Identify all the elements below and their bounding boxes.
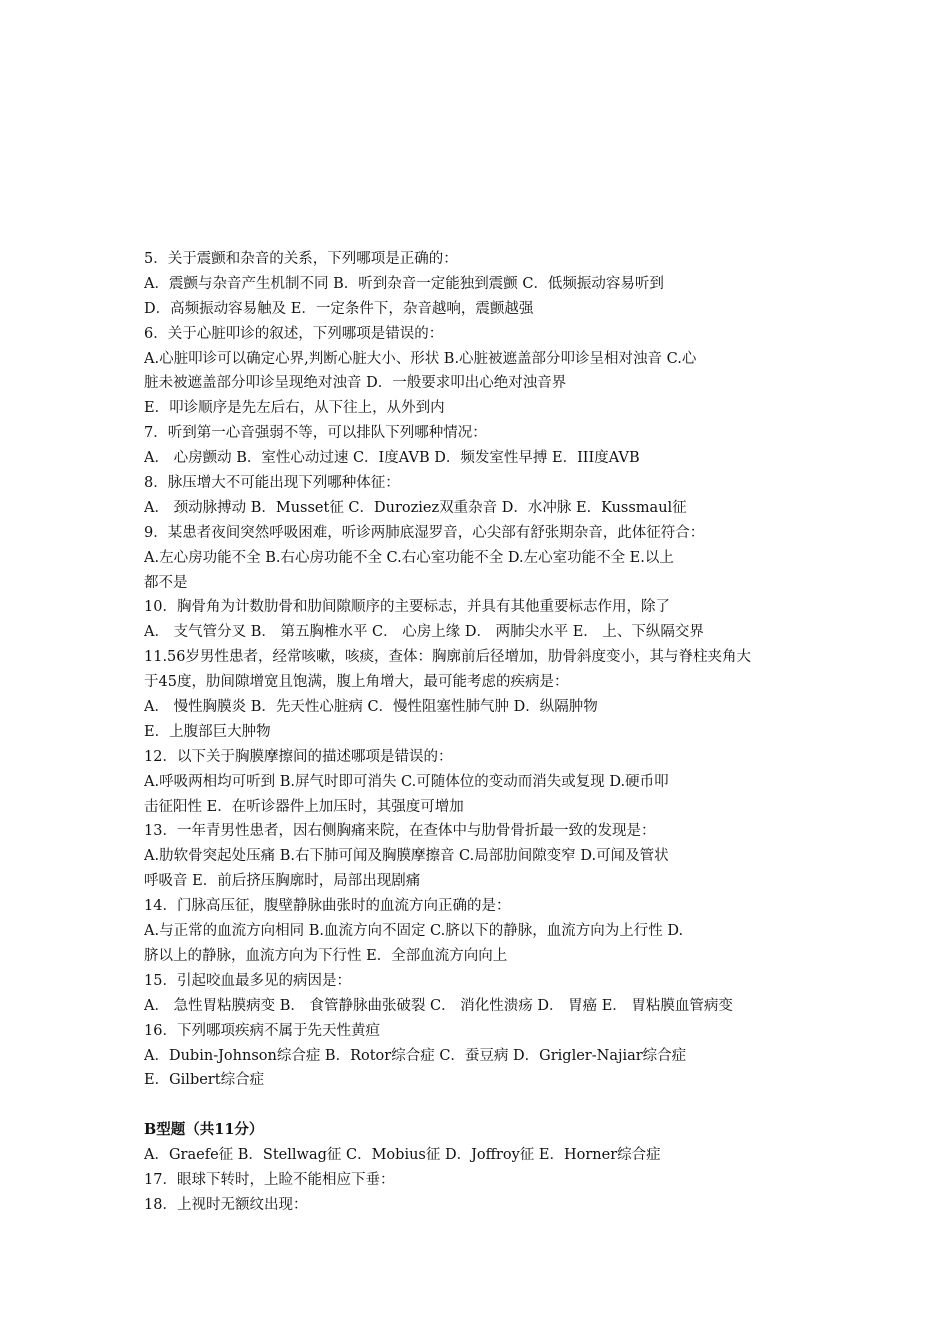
text-line: 都不是 xyxy=(144,574,188,591)
text-line: 5．关于震颤和杂音的关系，下列哪项是正确的： xyxy=(144,251,458,267)
text-line: A． 心房颤动 B．室性心动过速 C．I度AVB D．频发室性早搏 E．III度AVB xyxy=(144,450,640,467)
text-line: 击征阳性 E．在听诊器件上加压时，其强度可增加 xyxy=(144,798,464,815)
document-page xyxy=(144,247,814,1218)
text-line: D．高频振动容易触及 E．一定条件下，杂音越响，震颤越强 xyxy=(144,300,534,317)
text-line: A.心脏叩诊可以确定心界,判断心脏大小、形状 B.心脏被遮盖部分叩诊呈相对浊音 C.心 xyxy=(144,350,697,367)
text-line: 9．某患者夜间突然呼吸困难，听诊两肺底湿罗音，心尖部有舒张期杂音，此体征符合： xyxy=(144,524,705,541)
text-line: A.肋软骨突起处压痛 B.右下肺可闻及胸膜摩擦音 C.局部肋间隙变窄 D.可闻及管状 xyxy=(144,848,669,865)
text-line: 脏未被遮盖部分叩诊呈现绝对浊音 D．一般要求叩出心绝对浊音界 xyxy=(144,375,567,392)
text-line: 10．胸骨角为计数肋骨和肋间隙顺序的主要标志，并具有其他重要标志作用，除了 xyxy=(144,599,670,616)
section-title: B型题（共11分） xyxy=(144,1121,264,1139)
text-line: 呼吸音 E．前后挤压胸廓时，局部出现剧痛 xyxy=(144,873,421,890)
text-line: A．震颤与杂音产生机制不同 B．听到杂音一定能独到震颤 C．低频振动容易听到 xyxy=(144,275,664,292)
text-line: A． 颈动脉搏动 B．Musset征 C．Duroziez双重杂音 D．水冲脉 E．Kussmaul征 xyxy=(144,499,687,516)
text-line: E．叩诊顺序是先左后右，从下往上，从外到内 xyxy=(144,400,445,417)
text-line: 17．眼球下转时，上睑不能相应下垂： xyxy=(144,1171,395,1188)
text-line: 16．下列哪项疾病不属于先天性黄疸 xyxy=(144,1022,380,1039)
text-line: 18．上视时无额纹出现： xyxy=(144,1196,308,1213)
text-line: A． 支气管分叉 B． 第五胸椎水平 C． 心房上缘 D． 两肺尖水平 E． 上、下纵隔交界 xyxy=(144,624,704,641)
text-line: 15．引起咬血最多见的病因是： xyxy=(144,972,351,989)
text-line: 13．一年青男性患者，因右侧胸痛来院，在查体中与肋骨骨折最一致的发现是： xyxy=(144,823,656,840)
text-line: 14．门脉高压征，腹壁静脉曲张时的血流方向正确的是： xyxy=(144,898,511,915)
text-line: A.呼吸两相均可听到 B.屏气时即可消失 C.可随体位的变动而消失或复现 D.硬币叩 xyxy=(144,773,669,790)
text-line: A.左心房功能不全 B.右心房功能不全 C.右心室功能不全 D.左心室功能不全 E.以上 xyxy=(144,549,674,566)
question-block-a xyxy=(144,247,814,1093)
text-line: A．Dubin-Johnson综合症 B．Rotor综合症 C．蚕豆病 D．Grigler-Najiar综合症 xyxy=(144,1047,687,1064)
section-spacer xyxy=(144,1093,814,1118)
text-line: 8．脉压增大不可能出现下列哪种体征： xyxy=(144,475,400,492)
text-line: A.与正常的血流方向相同 B.血流方向不固定 C.脐以下的静脉，血流方向为上行性 D. xyxy=(144,923,684,940)
text-line: 6．关于心脏叩诊的叙述，下列哪项是错误的： xyxy=(144,325,444,342)
text-line: A． 慢性胸膜炎 B．先天性心脏病 C．慢性阻塞性肺气肿 D．纵隔肿物 xyxy=(144,699,598,716)
text-line: A． 急性胃粘膜病变 B． 食管静脉曲张破裂 C． 消化性溃疡 D． 胃癌 E． 胃粘膜血管病变 xyxy=(144,997,733,1014)
text-line: E．上腹部巨大肿物 xyxy=(144,723,271,740)
question-block-b xyxy=(144,1118,814,1218)
text-line: 于45度，肋间隙增宽且饱满，腹上角增大，最可能考虑的疾病是： xyxy=(144,674,569,691)
text-line: 12．以下关于胸膜摩擦间的描述哪项是错误的： xyxy=(144,748,453,765)
text-line: E．Gilbert综合症 xyxy=(144,1072,265,1089)
text-line: 7．听到第一心音强弱不等，可以排队下列哪种情况： xyxy=(144,425,487,442)
text-line: 11.56岁男性患者，经常咳嗽，咳痰，查体：胸廓前后径增加，肋骨斜度变小，其与脊柱夹角大 xyxy=(144,649,752,666)
text-line: 脐以上的静脉，血流方向为下行性 E．全部血流方向向上 xyxy=(144,947,508,964)
text-line: A．Graefe征 B．Stellwag征 C．Mobius征 D．Joffroy征 E．Horner综合症 xyxy=(144,1147,661,1164)
